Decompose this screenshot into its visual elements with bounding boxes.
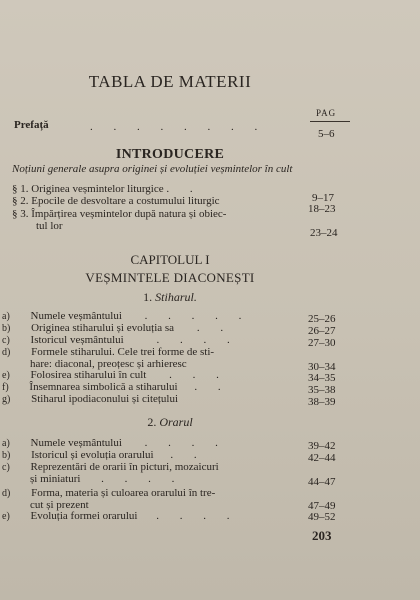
item-letter: c)	[2, 335, 10, 346]
section-item	[2, 310, 250, 322]
item-text: Forma, materia și culoarea orarului în tre-	[31, 487, 216, 499]
leader-dots: . . . .	[144, 437, 227, 449]
section-item	[2, 369, 228, 381]
item-text: Originea veșmintelor liturgice	[31, 183, 164, 195]
section-item	[2, 381, 230, 393]
leader-dots: . . . . .	[144, 310, 251, 322]
pag-rule	[310, 121, 350, 122]
item-letter: g)	[2, 394, 11, 405]
item-text-continued: hare: diaconal, preoțesc și arhieresc	[30, 358, 187, 370]
item-letter: f)	[2, 382, 9, 393]
item-text-continued	[30, 473, 183, 485]
section-item	[2, 510, 238, 522]
item-number: § 1.	[12, 183, 29, 195]
leader-dots: . . . . . . . .	[90, 121, 267, 133]
item-page: 18–23	[308, 203, 336, 215]
section-item	[2, 449, 206, 461]
chapter-label: CAPITOLUL I	[130, 252, 210, 267]
intro-item	[12, 208, 226, 220]
leader-dots: . . . .	[156, 334, 239, 346]
section-heading	[0, 415, 340, 430]
item-text-continued: cut și prezent	[30, 499, 89, 511]
section-item	[2, 461, 219, 473]
item-text: Împărțirea veșmintelor după natura și obiec-	[31, 208, 227, 220]
page-number: 203	[312, 528, 332, 543]
item-text: Evoluția formei orarului	[30, 510, 138, 522]
section-title: Orarul	[159, 415, 193, 429]
section-item	[2, 437, 227, 449]
intro-heading: INTRODUCERE	[115, 147, 225, 162]
item-page: 26–27	[308, 325, 336, 337]
item-text: Însemnarea simbolică a stiharului	[29, 381, 178, 393]
item-page: 30–34	[308, 361, 336, 373]
item-page: 35–38	[308, 384, 336, 396]
item-text-continued-text: și miniaturi	[30, 473, 81, 485]
item-text: Stiharul ipodiaconului și citețului	[31, 393, 179, 405]
item-letter: a)	[2, 311, 10, 322]
item-text: Istoricul și evoluția orarului	[31, 449, 154, 461]
item-page: 39–42	[308, 440, 336, 452]
intro-item	[12, 183, 202, 195]
item-number: § 3.	[12, 208, 29, 220]
item-text: Numele veșmântului	[30, 310, 122, 322]
item-text-continued: tul lor	[36, 220, 63, 232]
item-letter: e)	[2, 370, 10, 381]
item-page: 42–44	[308, 452, 336, 464]
item-page: 9–17	[312, 192, 334, 204]
leader-dots: . .	[166, 183, 202, 195]
leader-dots: . .	[170, 449, 206, 461]
item-page: 34–35	[308, 372, 336, 384]
leader-dots: . .	[196, 322, 233, 334]
section-heading	[0, 290, 340, 305]
intro-item	[12, 195, 220, 207]
item-text: Formele stiharului. Cele trei forme de sti-	[31, 346, 215, 358]
item-text: Reprezentări de orarii în picturi, mozaicuri	[30, 461, 219, 473]
item-text: Originea stiharului și evoluția sa	[31, 322, 175, 334]
section-item	[2, 393, 178, 405]
leader-dots: . .	[194, 381, 230, 393]
item-letter: b)	[2, 450, 11, 461]
item-letter: a)	[2, 438, 10, 449]
section-item	[2, 346, 214, 358]
item-page: 38–39	[308, 396, 336, 408]
intro-subtitle: Noțiuni generale asupra originei și evoluției veșmintelor în cult	[12, 163, 293, 175]
leader-dots: . . . .	[101, 473, 184, 485]
item-page: 49–52	[308, 511, 336, 523]
item-number: § 2.	[12, 195, 29, 207]
item-letter: c)	[2, 462, 10, 473]
section-number: 2.	[147, 415, 157, 429]
leader-dots: . . . .	[156, 510, 239, 522]
item-page: 25–26	[308, 313, 336, 325]
item-letter: b)	[2, 323, 11, 334]
page-title: TABLA DE MATERII	[88, 72, 252, 91]
item-page: 47–49	[308, 500, 336, 512]
section-item	[2, 334, 239, 346]
pag-label: PAG	[316, 108, 337, 118]
section-title: Stiharul.	[155, 290, 197, 304]
item-letter: d)	[2, 347, 11, 358]
item-text: Istoricul veșmântului	[30, 334, 124, 346]
item-text: Numele veșmântului	[30, 437, 122, 449]
item-text: Epocile de desvoltare a costumului liturgic	[31, 195, 220, 207]
item-page: 27–30	[308, 337, 336, 349]
section-number: 1.	[143, 290, 153, 304]
leader-dots: . . .	[169, 369, 228, 381]
chapter-heading: VEȘMINTELE DIACONEȘTI	[85, 270, 255, 285]
section-item	[2, 322, 232, 334]
item-page: 23–24	[310, 227, 338, 239]
preface-page: 5–6	[318, 128, 335, 140]
item-letter: e)	[2, 511, 10, 522]
item-text: Folosirea stiharului în cult	[30, 369, 147, 381]
item-letter: d)	[2, 488, 11, 499]
item-page: 44–47	[308, 476, 336, 488]
section-item	[2, 487, 215, 499]
preface-label: Prefață	[14, 119, 49, 131]
